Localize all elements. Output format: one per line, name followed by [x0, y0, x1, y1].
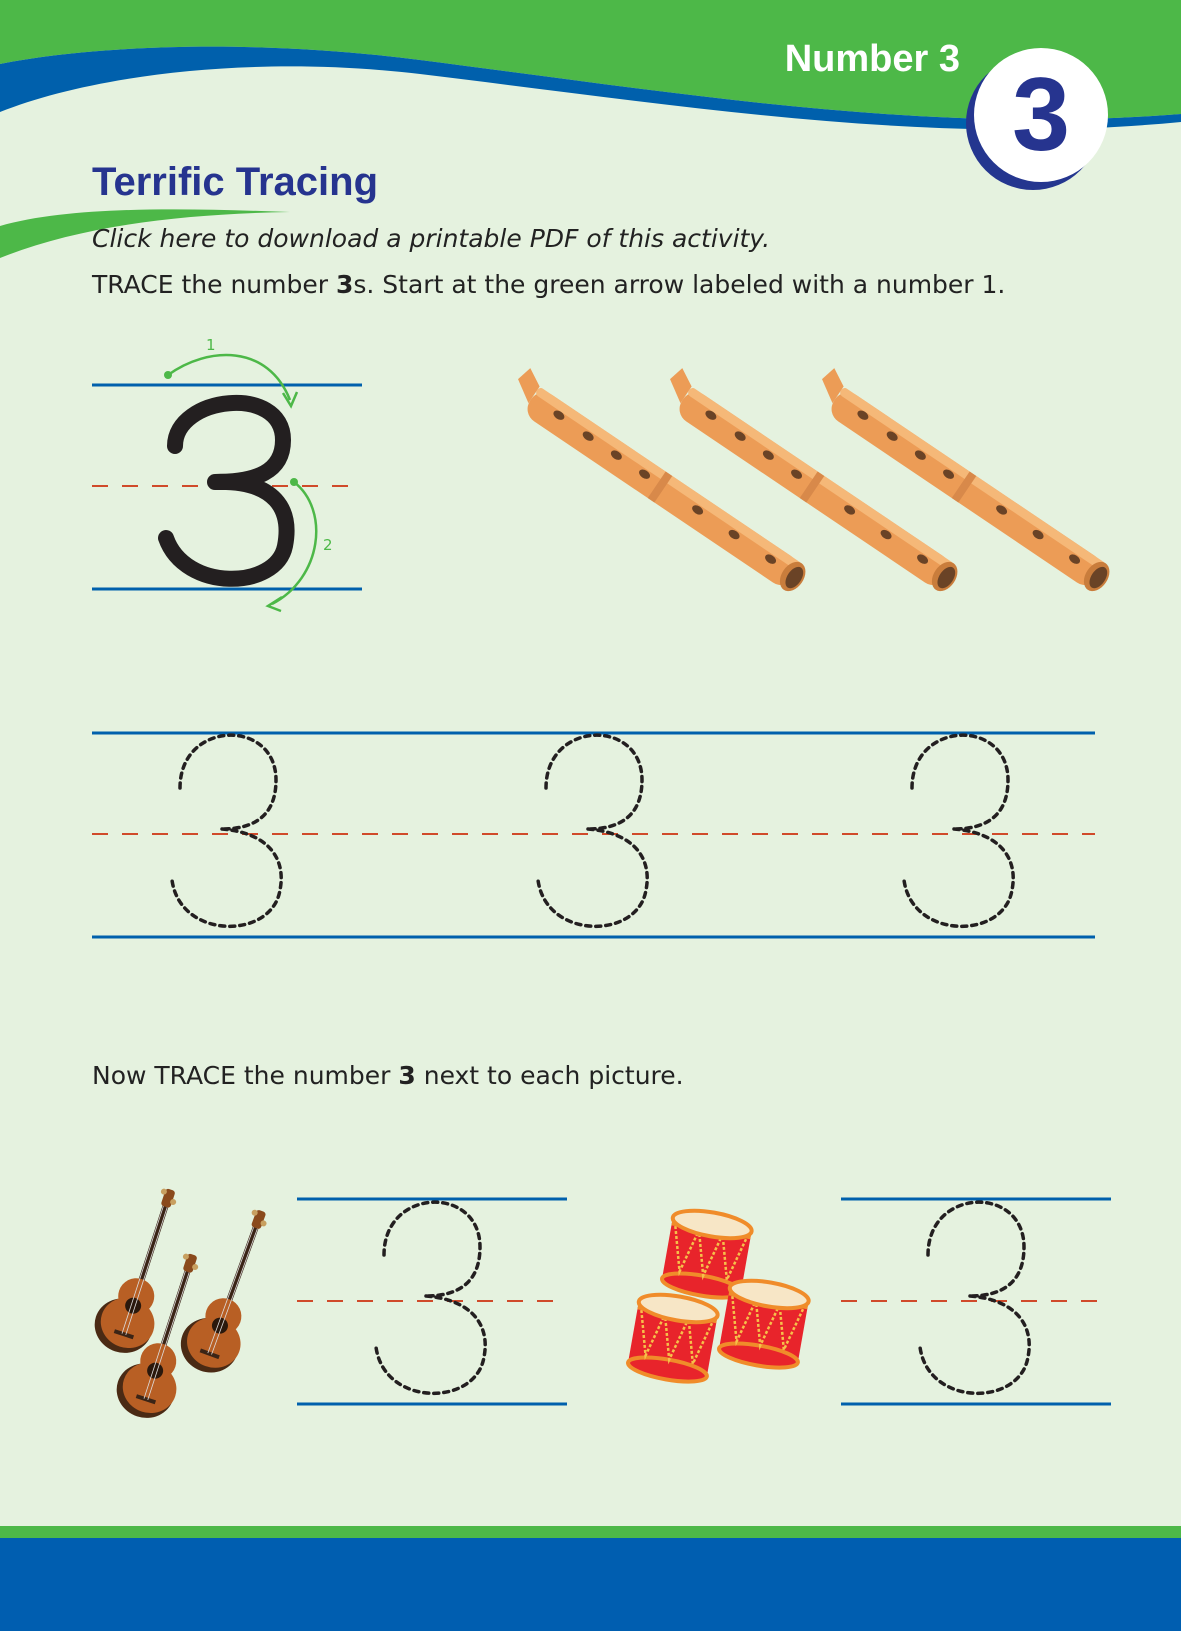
- footer-green-stripe: [0, 1526, 1181, 1538]
- instruction-trace-pictures: Now TRACE the number 3 next to each picture.: [92, 1061, 684, 1090]
- flute-icon: [500, 372, 1100, 602]
- drum-icon: [628, 1208, 818, 1404]
- stroke-2-label: 2: [323, 536, 333, 554]
- instruction-trace: TRACE the number 3s. Start at the green arrow labeled with a number 1.: [92, 270, 1006, 299]
- stroke-1-label: 1: [206, 336, 216, 354]
- badge-number: 3: [1012, 57, 1070, 173]
- header-title: Number 3: [784, 38, 960, 80]
- ukulele-icon: [96, 1190, 266, 1420]
- download-pdf-link[interactable]: Click here to download a printable PDF of this activity.: [92, 224, 771, 253]
- footer-blue-band: [0, 1538, 1181, 1631]
- page-title: Terrific Tracing: [92, 160, 379, 204]
